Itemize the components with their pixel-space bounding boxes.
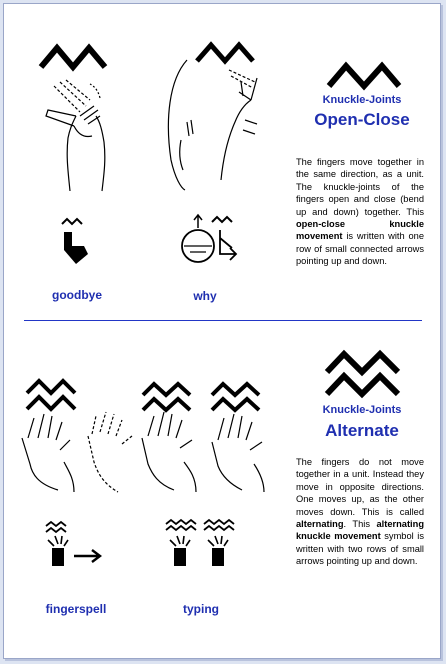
section-description: The fingers move together in the same direction, as a unit. The knuckle-joints of the fingers open and close (bend up and down) together. This open-close knuckle movement is written with one row of small connected arrows pointing up and down. xyxy=(296,157,424,267)
section-divider xyxy=(24,320,422,321)
knuckle-double-row-symbol-icon xyxy=(324,350,404,398)
knuckle-single-row-symbol-icon xyxy=(326,60,402,90)
hand-drawing-icon xyxy=(159,60,269,190)
page xyxy=(3,3,441,659)
typing-symbol-icon xyxy=(164,518,240,570)
section-subtitle: Knuckle-Joints xyxy=(322,94,402,106)
fingerspell-symbol-icon xyxy=(44,520,106,568)
goodbye-symbol-icon xyxy=(58,218,94,266)
section-title: Alternate xyxy=(325,421,399,440)
caption-goodbye: goodbye xyxy=(52,288,102,302)
section-subtitle: Knuckle-Joints xyxy=(322,404,402,416)
hand-drawing-icon xyxy=(138,408,278,494)
caption-why: why xyxy=(193,289,217,303)
section-description: The fingers do not move together in a unit. Instead they move in opposite directions. One moves up, as the other moves down. This is called alternating. This alternating knuckle movement symbol is written with two rows of small arrows pointing up and down. xyxy=(296,457,424,567)
hand-drawing-icon xyxy=(18,408,138,494)
why-symbol-icon xyxy=(180,214,250,266)
hand-drawing-icon xyxy=(40,76,120,196)
caption-fingerspell: fingerspell xyxy=(45,602,107,616)
caption-typing: typing xyxy=(183,602,219,616)
knuckle-single-row-icon xyxy=(38,42,108,70)
section-title: Open-Close xyxy=(314,110,410,129)
